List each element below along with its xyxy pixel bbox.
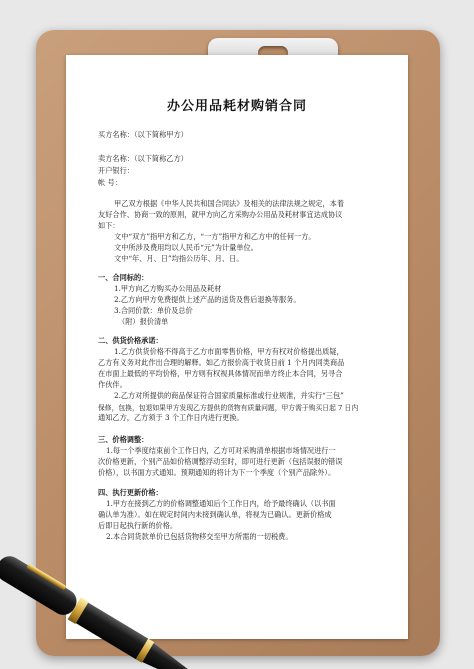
buyer-name-line: 买方名称：（以下简称甲方）: [98, 130, 188, 139]
definition-line: 文中“双方”指甲方和乙方，“一方”指甲方和乙方中的任何一方。: [114, 232, 316, 241]
section-heading: 四、执行更新价格：: [98, 488, 163, 497]
section-line: 在市面上最低的平均价格，甲方则有权视具体情况而单方终止本合同，另寻合: [98, 369, 343, 378]
contract-page: [66, 55, 408, 639]
account-line: 帐 号：: [98, 178, 122, 187]
preamble-line: 如下：: [98, 221, 120, 230]
section-line: 后即日起执行新的价格。: [98, 521, 178, 530]
section-line: （附）报价清单: [118, 317, 169, 326]
section-line: 确认单为准）。如在规定时间内未接到确认单，将视为已确认。更新价格成: [98, 510, 332, 519]
section-heading: 二、供货价格承诺：: [98, 336, 163, 345]
bank-line: 开户银行：: [98, 166, 134, 175]
section-line: 2.乙方向甲方免费提供上述产品的送货及售后退换等服务。: [114, 295, 301, 304]
section-line: 2.本合同货款单价已包括货物移交至甲方所需的一切税费。: [106, 532, 293, 541]
section-line: 1.甲方向乙方购买办公用品及耗材: [114, 284, 222, 293]
page-title: 办公用品耗材购销合同: [166, 99, 307, 114]
section-line: 作伙伴。: [98, 380, 127, 389]
section-line: 2.乙方对所提供的商品保证符合国家质量标准或行业规准，并实行“三包”: [114, 391, 344, 400]
section-line: 次价格更新，个别产品如价格调整浮动至时，即可进行更新（包括误报的错误: [98, 457, 343, 466]
section-line: 1.乙方供货价格不得高于乙方市面零售价格，甲方有权对价格提出质疑，: [114, 347, 344, 356]
section-line: 3.合同价款：单价及总价: [114, 306, 193, 315]
preamble-line: 甲乙双方根据《中华人民共和国合同法》及相关的法律法规之规定，本着: [114, 199, 345, 208]
section-line: 通知乙方，乙方须于 3 个工作日内进行更换。: [98, 413, 244, 422]
section-heading: 三、价格调整：: [98, 435, 149, 444]
section-line: 乙方有义务对此作出合理的解释。如乙方报价高于收货日前 1 个月内同类商品: [98, 358, 345, 367]
seller-name-line: 卖方名称：（以下简称乙方）: [98, 154, 188, 163]
section-line: 1.甲方在接到乙方的价格调整通知后个工作日内，给予最终确认（以书面: [106, 499, 336, 508]
definition-line: 文中“年、月、日”均指公历年、月、日。: [114, 254, 244, 263]
section-line: 价格），以书面方式通知。预期通知的将计为下一个季度（个别产品除外）。: [98, 468, 336, 477]
section-heading: 一、合同标的：: [98, 273, 149, 282]
definition-line: 文中所涉及费用均以人民币“元”为计量单位。: [114, 243, 258, 252]
section-line: 1.每一个季度结束前个工作日内，乙方可对采购清单根据市场情况进行一: [106, 446, 336, 455]
section-line: 保修，包换，包退如果甲方发现乙方提供的货物有质量问题，甲方需于购买日起 7 日内: [98, 404, 359, 412]
preamble-line: 友好合作、协商一致的原则，就甲方向乙方采购办公用品及耗材事宜达成协议: [98, 210, 343, 219]
